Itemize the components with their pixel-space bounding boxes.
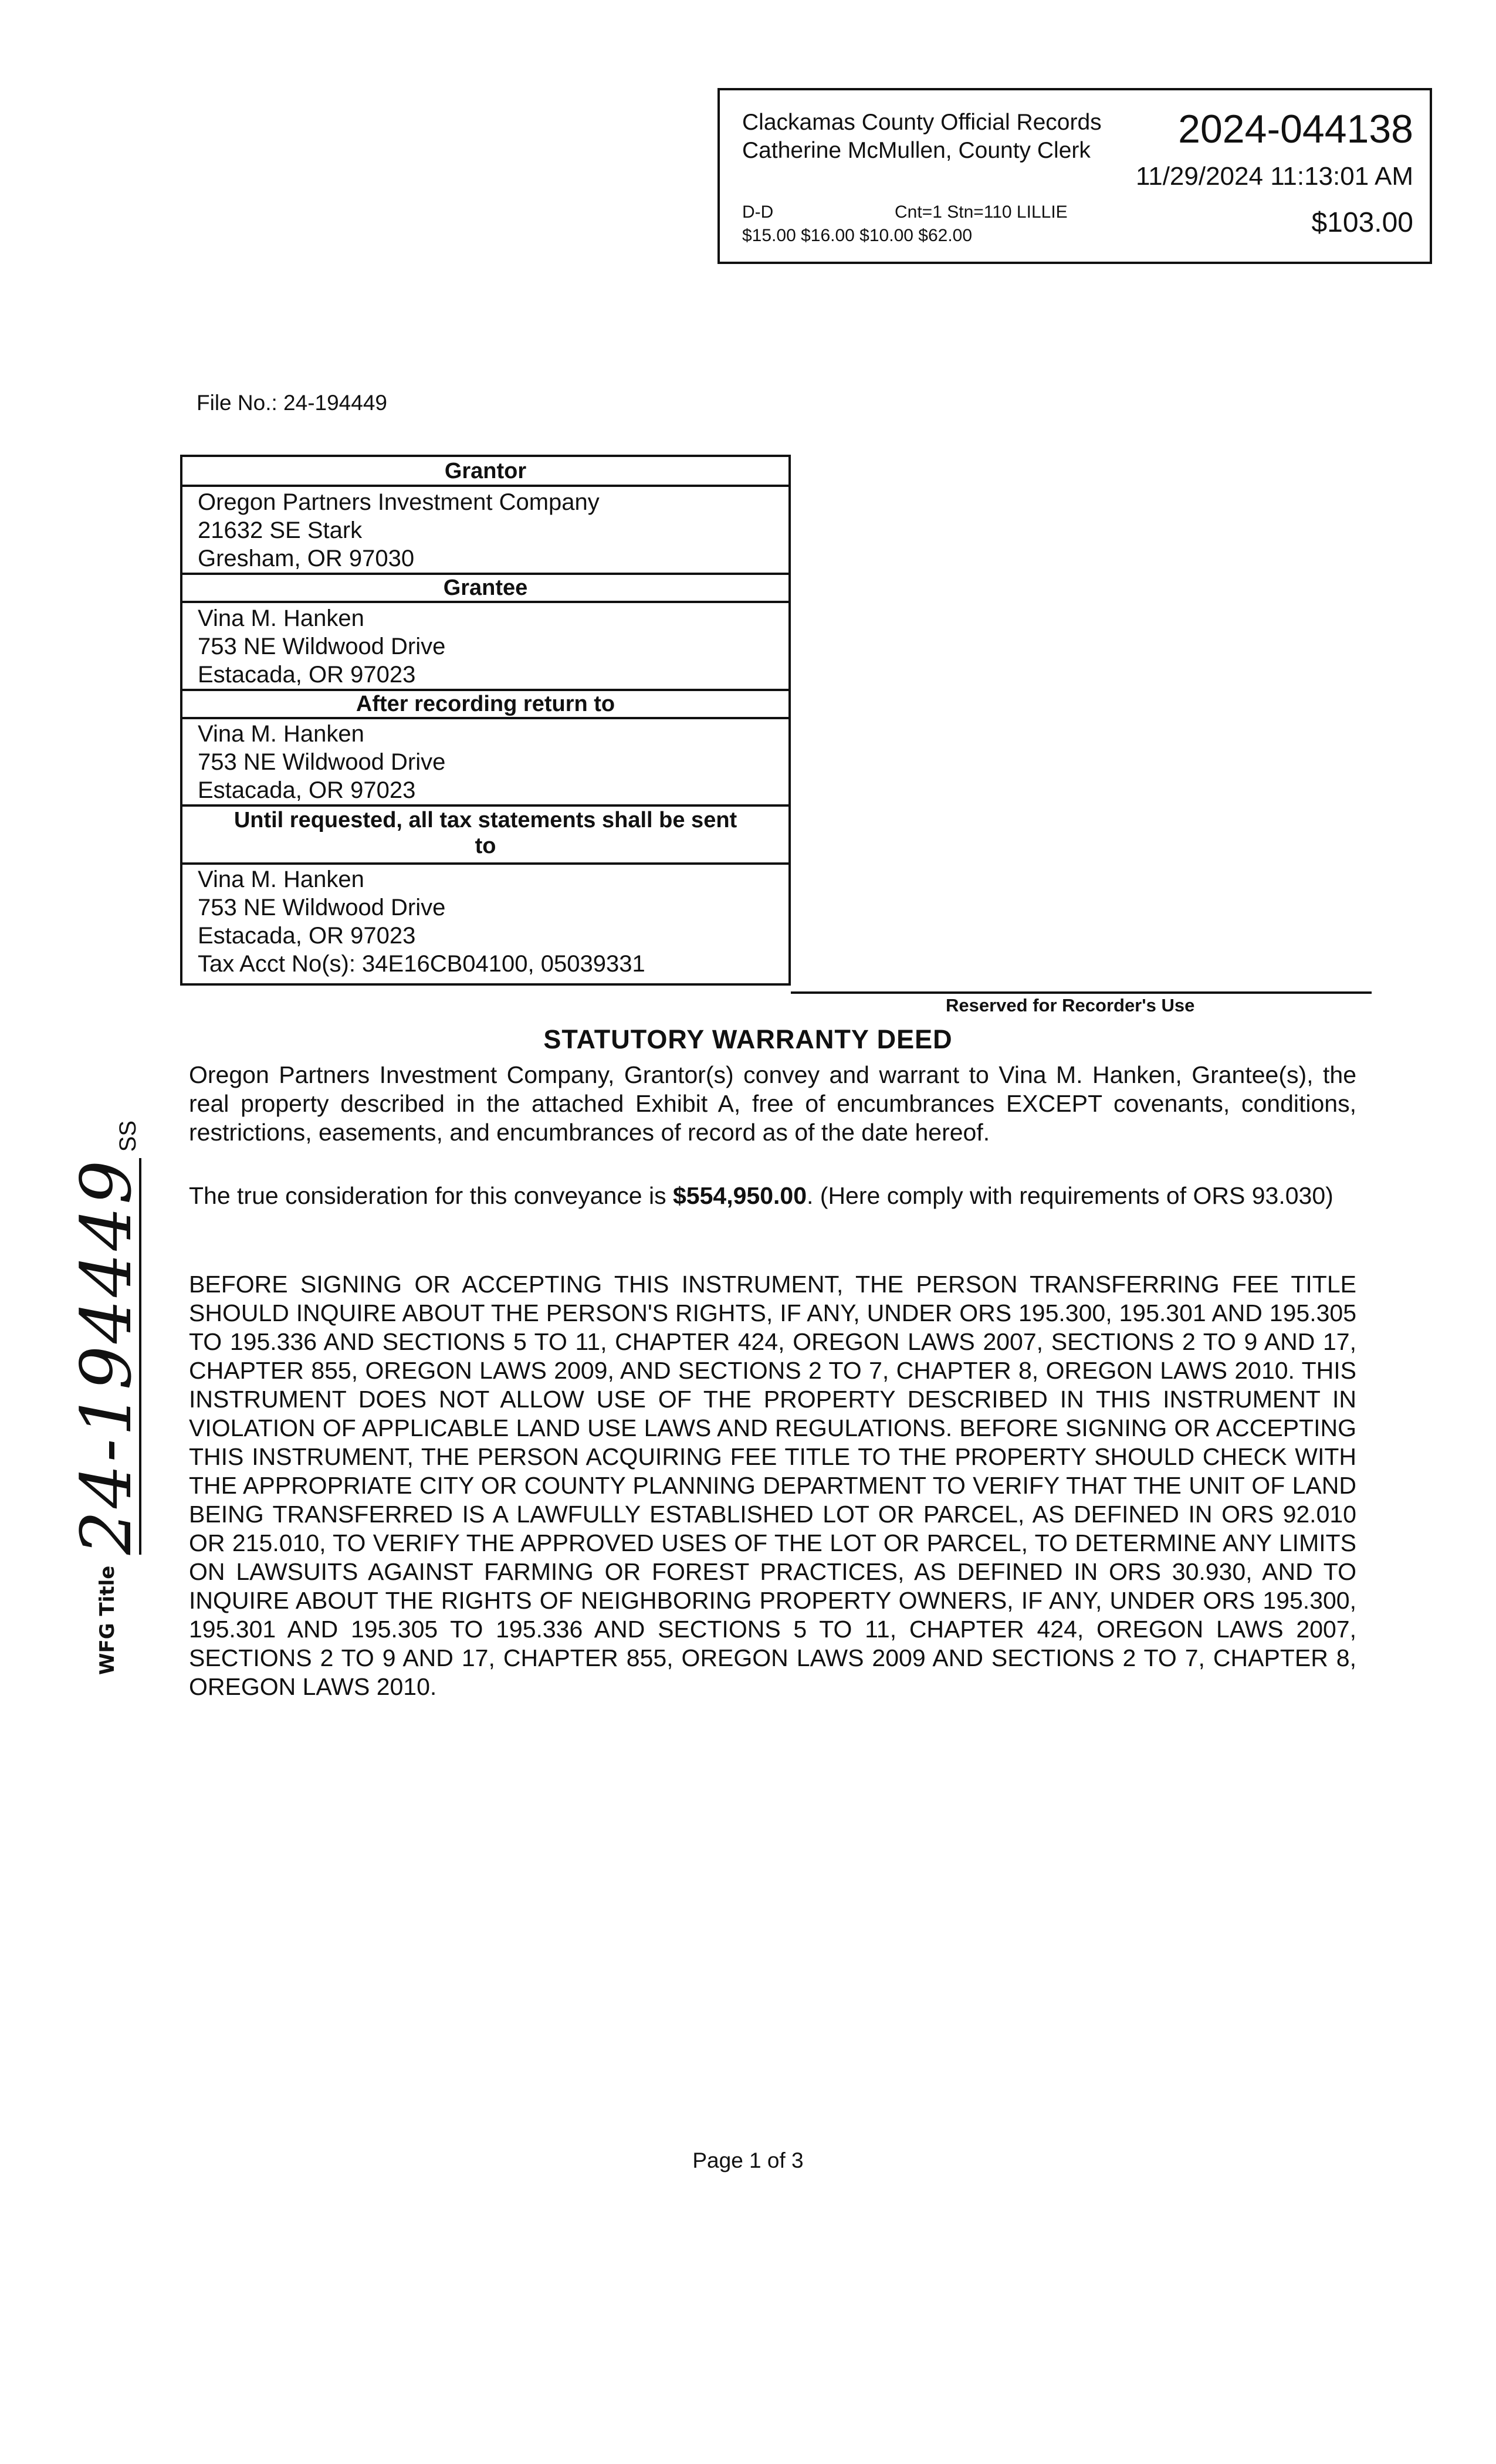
document-number: 2024-044138 (1178, 107, 1413, 151)
return-line: Estacada, OR 97023 (198, 777, 416, 803)
handwritten-file-annotation (66, 1120, 150, 1675)
recording-office: Clackamas County Official Records (742, 110, 1102, 135)
grantor-line: Oregon Partners Investment Company (198, 489, 600, 515)
fee-total: $103.00 (1311, 207, 1413, 238)
consideration-text: The true consideration for this conveyance is (189, 1182, 673, 1209)
consideration-amount: $554,950.00 (673, 1182, 807, 1209)
grantee-line: 753 NE Wildwood Drive (198, 634, 446, 659)
document-type-code: D-D (742, 202, 774, 222)
grantee-line: Estacada, OR 97023 (198, 662, 416, 688)
tax-line: Estacada, OR 97023 (198, 923, 416, 949)
table-divider (182, 601, 788, 603)
tax-statements-header-cont: to (475, 834, 496, 858)
consideration-paragraph (189, 1182, 1356, 1210)
file-number: File No.: 24-194449 (197, 391, 387, 415)
grantee-header: Grantee (443, 576, 528, 600)
tax-account-numbers: Tax Acct No(s): 34E16CB04100, 05039331 (198, 951, 645, 977)
recorder-reserved-rule (791, 991, 1372, 994)
table-divider (182, 804, 788, 807)
tax-statements-header: Until requested, all tax statements shall be sent (233, 808, 737, 832)
parties-table (180, 455, 791, 986)
grantor-line: 21632 SE Stark (198, 517, 363, 543)
recording-timestamp: 11/29/2024 11:13:01 AM (1136, 162, 1413, 191)
grantor-line: Gresham, OR 97030 (198, 546, 415, 571)
consideration-text-end: . (Here comply with requirements of ORS 93.030) (807, 1182, 1333, 1209)
county-clerk: Catherine McMullen, County Clerk (742, 138, 1091, 163)
tax-line: Vina M. Hanken (198, 867, 364, 892)
return-line: 753 NE Wildwood Drive (198, 749, 446, 775)
deed-title: STATUTORY WARRANTY DEED (543, 1024, 953, 1054)
conveyance-paragraph: Oregon Partners Investment Company, Grantor(s) convey and warrant to Vina M. Hanken, Grantee(s), the real property described in the attached Exhibit A, free of encumbrances EXCEPT covenants, conditions, restrictions, easements, and encumbrances of record as of the date hereof. (189, 1061, 1356, 1146)
statutory-notice: BEFORE SIGNING OR ACCEPTING THIS INSTRUMENT, THE PERSON TRANSFERRING FEE TITLE SHOULD INQUIRE ABOUT THE PERSON'S RIGHTS, IF ANY, UNDER ORS 195.300, 195.301 AND 195.305 TO 195.336 AND SECTIONS 5 TO 11, CHAPTER 424, OREGON LAWS 2007, SECTIONS 2 TO 9 AND 17, CHAPTER 855, OREGON LAWS 2009, AND SECTIONS 2 TO 7, CHAPTER 8, OREGON LAWS 2010. THIS INSTRUMENT DOES NOT ALLOW USE OF THE PROPERTY DESCRIBED IN THIS INSTRUMENT IN VIOLATION OF APPLICABLE LAND USE LAWS AND REGULATIONS. BEFORE SIGNING OR ACCEPTING THIS INSTRUMENT, THE PERSON ACQUIRING FEE TITLE TO THE PROPERTY SHOULD CHECK WITH THE APPROPRIATE CITY OR COUNTY PLANNING DEPARTMENT TO VERIFY THAT THE UNIT OF LAND BEING TRANSFERRED IS A LAWFULLY ESTABLISHED LOT OR PARCEL, AS DEFINED IN ORS 92.010 OR 215.010, TO VERIFY THE APPROVED USES OF THE LOT OR PARCEL, TO DETERMINE ANY LIMITS ON LAWSUITS AGAINST FARMING OR FOREST PRACTICES, AS DEFINED IN ORS 30.930, AND TO INQUIRE ABOUT THE RIGHTS OF NEIGHBORING PROPERTY OWNERS, IF ANY, UNDER ORS 195.300, 195.301 AND 195.305 TO 195.336 AND SECTIONS 5 TO 11, CHAPTER 424, OREGON LAWS 2007, SECTIONS 2 TO 9 AND 17, CHAPTER 855, OREGON LAWS 2009 AND SECTIONS 2 TO 7, CHAPTER 8, OREGON LAWS 2010. (189, 1271, 1356, 1700)
table-divider (182, 485, 788, 487)
grantor-header: Grantor (444, 459, 527, 483)
fee-breakdown: $15.00 $16.00 $10.00 $62.00 (742, 226, 973, 245)
grantee-line: Vina M. Hanken (198, 605, 364, 631)
recorder-reserved-label: Reserved for Recorder's Use (946, 995, 1195, 1016)
page-number: Page 1 of 3 (692, 2148, 804, 2172)
return-header: After recording return to (356, 692, 615, 716)
return-line: Vina M. Hanken (198, 721, 364, 747)
recording-stamp-box (717, 88, 1432, 264)
annotation-prefix: WFG Title (96, 1565, 119, 1675)
annotation-suffix: SS (115, 1120, 141, 1152)
tax-line: 753 NE Wildwood Drive (198, 895, 446, 920)
annotation-handwritten-number: 24-194449 (66, 1157, 147, 1555)
count-station: Cnt=1 Stn=110 LILLIE (895, 202, 1068, 222)
